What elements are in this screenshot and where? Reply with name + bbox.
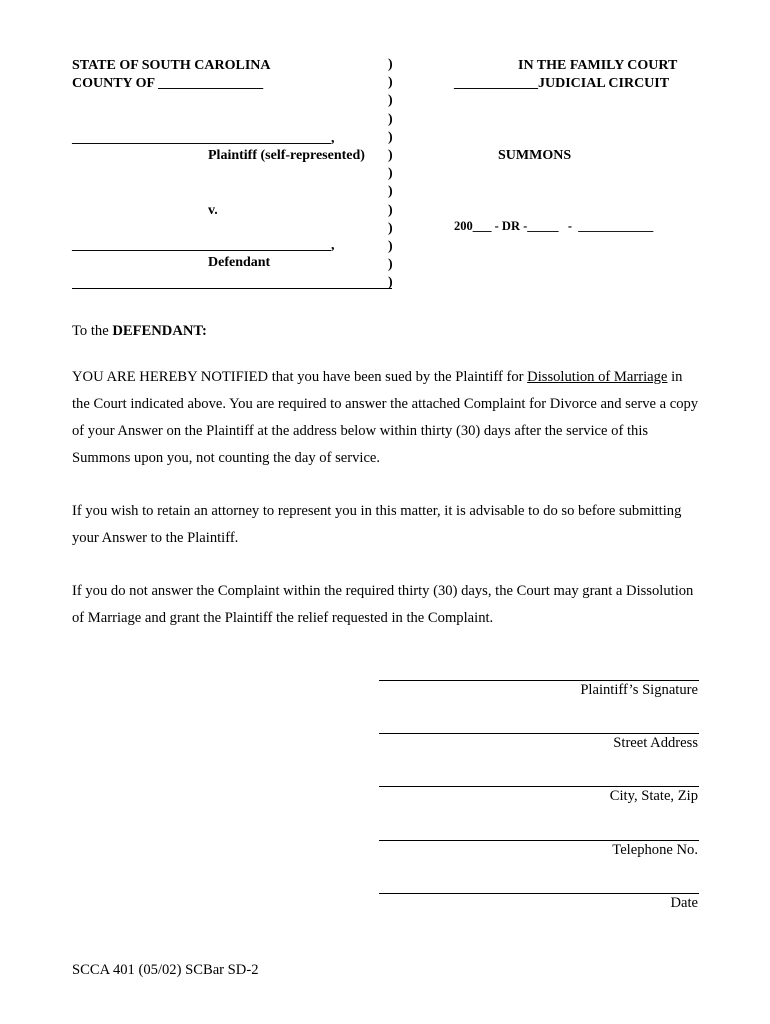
case-number-field[interactable]: 200___ - DR -_____ - ____________ bbox=[454, 219, 654, 233]
paren: ) bbox=[388, 184, 393, 200]
paren: ) bbox=[388, 129, 393, 145]
paren: ) bbox=[388, 257, 393, 273]
telephone-line[interactable] bbox=[379, 840, 699, 841]
paren: ) bbox=[388, 238, 393, 254]
paren: ) bbox=[388, 220, 393, 236]
court-name: IN THE FAMILY COURT bbox=[518, 58, 678, 73]
paren: ) bbox=[388, 166, 393, 182]
caption-paren-column bbox=[388, 56, 402, 292]
versus-label: v. bbox=[208, 203, 218, 218]
street-address-line[interactable] bbox=[379, 733, 699, 734]
attorney-paragraph bbox=[72, 498, 702, 552]
notice-paragraph bbox=[72, 364, 702, 472]
default-text: If you do not answer the Complaint within the required thirty (30) days, the Court may grant a Dissolution of Marriage and grant the Plaintiff the relief requested in the Complaint. bbox=[72, 583, 694, 626]
paren: ) bbox=[388, 202, 393, 218]
signature-label: Plaintiff’s Signature bbox=[580, 682, 698, 698]
county-line: COUNTY OF _______________ bbox=[72, 76, 264, 91]
salutation-prefix: To the bbox=[72, 323, 113, 339]
paren: ) bbox=[388, 275, 393, 291]
state-name: STATE OF SOUTH CAROLINA bbox=[72, 58, 271, 73]
paren: ) bbox=[388, 57, 393, 72]
paren: ) bbox=[388, 111, 393, 127]
notice-rest: in the Court indicated above. You are required to answer the attached Complaint for Divorce and serve a copy of your Answer on the Plaintiff at the address below within thirty (30) days after the service of this Summons upon you, not counting the day of service. bbox=[72, 369, 699, 466]
salutation bbox=[72, 318, 702, 345]
notice-prefix: YOU ARE HEREBY NOTIFIED that you have been sued by the Plaintiff for bbox=[72, 369, 528, 385]
salutation-defendant: DEFENDANT: bbox=[112, 323, 207, 339]
city-state-zip-line[interactable] bbox=[379, 786, 699, 787]
paren: ) bbox=[388, 147, 393, 163]
form-identifier: SCCA 401 (05/02) SCBar SD-2 bbox=[72, 962, 259, 978]
paren: ) bbox=[388, 93, 393, 109]
paren: ) bbox=[388, 75, 393, 91]
street-address-label: Street Address bbox=[613, 735, 698, 751]
date-line[interactable] bbox=[379, 893, 699, 894]
document-title: SUMMONS bbox=[498, 148, 572, 163]
telephone-label: Telephone No. bbox=[612, 842, 698, 858]
defendant-name-field[interactable]: _____________________________________, bbox=[72, 238, 335, 253]
default-paragraph bbox=[72, 578, 702, 632]
plaintiff-name-field[interactable]: _____________________________________, bbox=[72, 131, 335, 146]
signature-line[interactable] bbox=[379, 680, 699, 681]
attorney-text: If you wish to retain an attorney to represent you in this matter, it is advisable to do so before submitting your Answer to the Plaintiff. bbox=[72, 503, 682, 546]
date-label: Date bbox=[670, 895, 698, 911]
defendant-label: Defendant bbox=[208, 255, 271, 270]
notice-underlined: Dissolution of Marriage bbox=[527, 369, 668, 385]
judicial-circuit-field[interactable]: ____________JUDICIAL CIRCUIT bbox=[454, 76, 670, 91]
plaintiff-label: Plaintiff (self-represented) bbox=[208, 148, 365, 163]
city-state-zip-label: City, State, Zip bbox=[609, 788, 698, 804]
caption-bottom-rule bbox=[72, 288, 392, 289]
